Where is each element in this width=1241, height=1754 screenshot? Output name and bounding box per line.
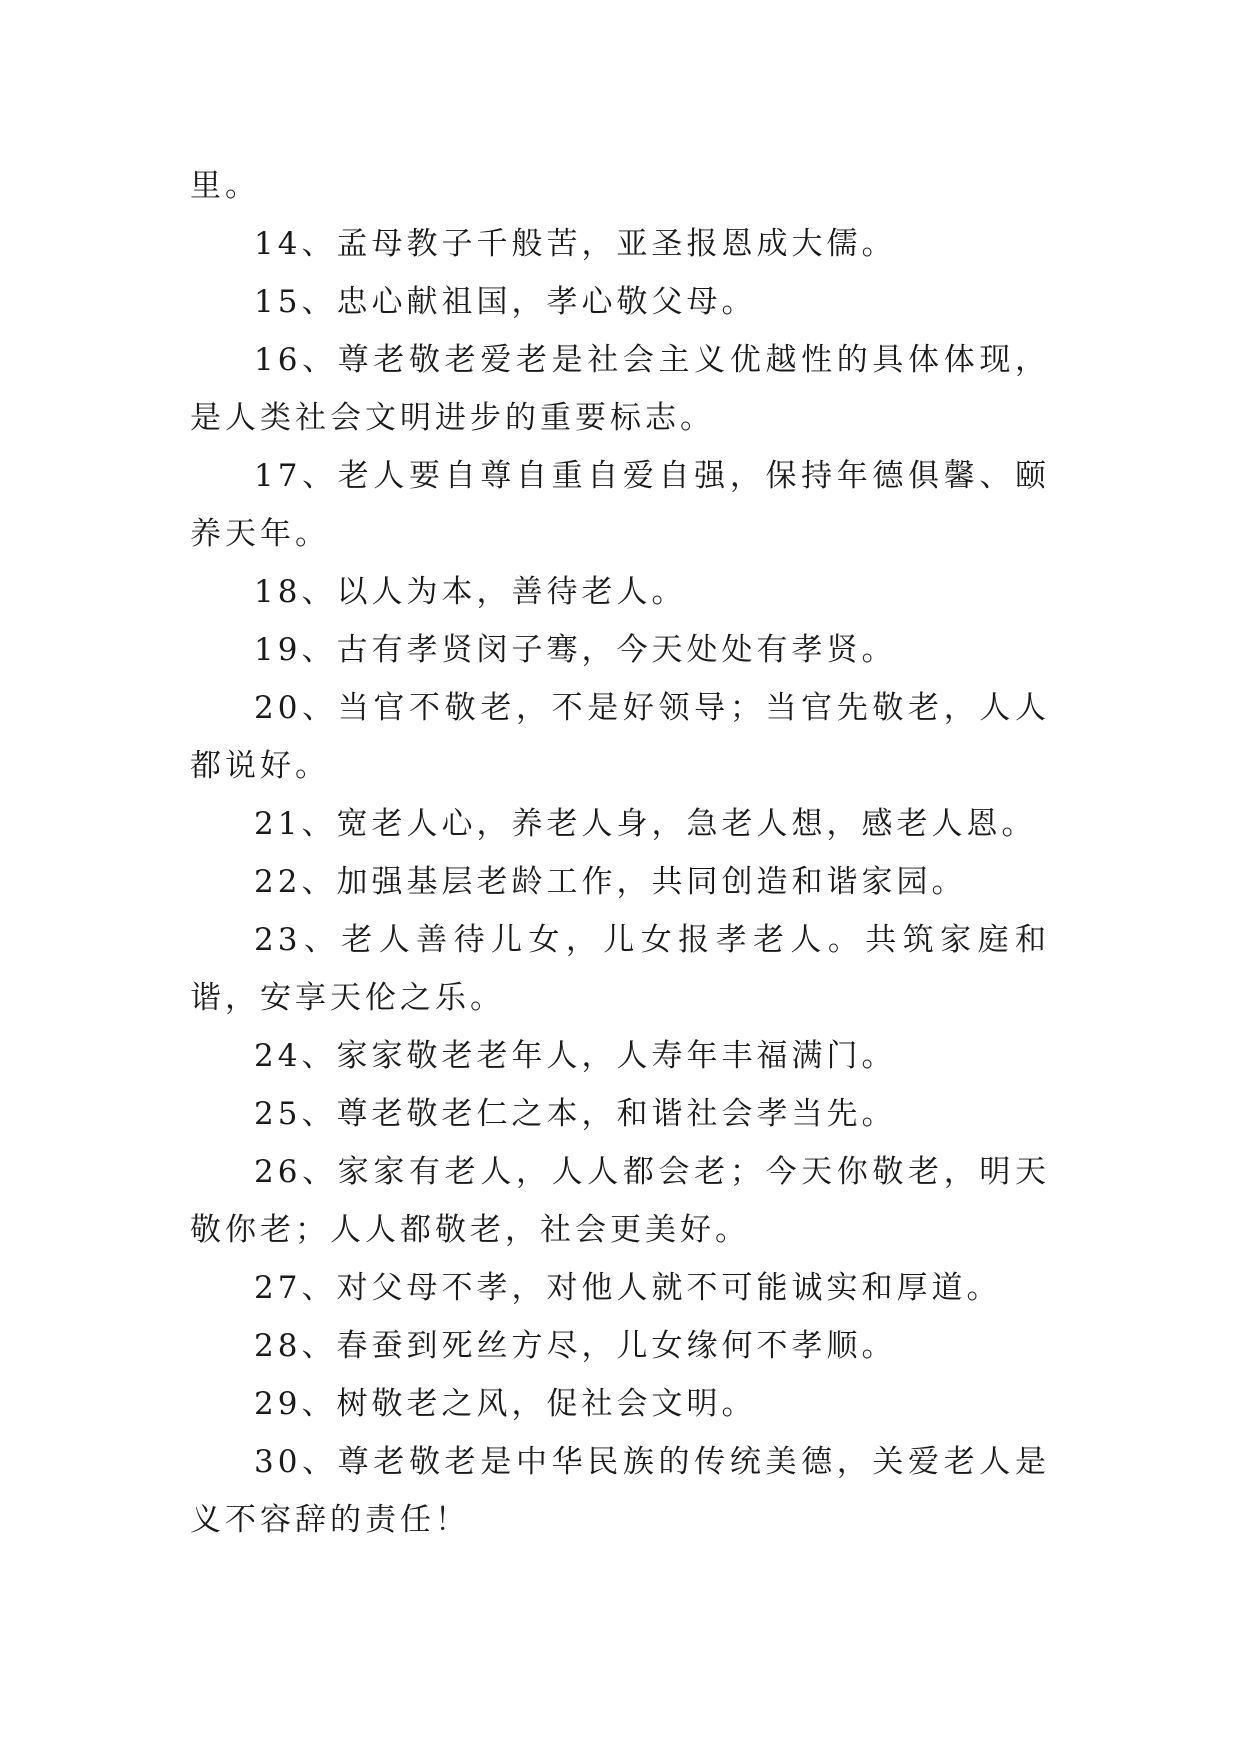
paragraph-item-14: 14、孟母教子千般苦，亚圣报恩成大儒。 bbox=[254, 226, 897, 262]
paragraph-item-19: 19、古有孝贤闵子骞，今天处处有孝贤。 bbox=[254, 632, 897, 668]
paragraph-item-30: 30、尊老敬老是中华民族的传统美德，关爱老人是义不容辞的责任！ bbox=[190, 1444, 1050, 1538]
paragraph-continuation: 里。 bbox=[190, 168, 260, 204]
paragraph-item-25: 25、尊老敬老仁之本，和谐社会孝当先。 bbox=[254, 1096, 897, 1132]
paragraph-item-15: 15、忠心献祖国，孝心敬父母。 bbox=[254, 284, 757, 320]
paragraph-item-28: 28、春蚕到死丝方尽，儿女缘何不孝顺。 bbox=[254, 1328, 897, 1364]
paragraph-item-16: 16、尊老敬老爱老是社会主义优越性的具体体现，是人类社会文明进步的重要标志。 bbox=[190, 342, 1050, 436]
paragraph-item-18: 18、以人为本，善待老人。 bbox=[254, 574, 687, 610]
paragraph-item-27: 27、对父母不孝，对他人就不可能诚实和厚道。 bbox=[254, 1270, 1002, 1306]
paragraph-item-24: 24、家家敬老老年人，人寿年丰福满门。 bbox=[254, 1038, 897, 1074]
paragraph-item-20: 20、当官不敬老，不是好领导；当官先敬老，人人都说好。 bbox=[190, 690, 1050, 784]
paragraph-item-23: 23、老人善待儿女，儿女报孝老人。共筑家庭和谐，安享天伦之乐。 bbox=[190, 922, 1050, 1016]
document-body bbox=[190, 157, 1050, 1549]
paragraph-item-17: 17、老人要自尊自重自爱自强，保持年德俱馨、颐养天年。 bbox=[190, 458, 1050, 552]
paragraph-item-22: 22、加强基层老龄工作，共同创造和谐家园。 bbox=[254, 864, 967, 900]
paragraph-item-26: 26、家家有老人，人人都会老；今天你敬老，明天敬你老；人人都敬老，社会更美好。 bbox=[190, 1154, 1050, 1248]
paragraph-item-21: 21、宽老人心，养老人身，急老人想，感老人恩。 bbox=[254, 806, 1037, 842]
paragraph-item-29: 29、树敬老之风，促社会文明。 bbox=[254, 1386, 757, 1422]
